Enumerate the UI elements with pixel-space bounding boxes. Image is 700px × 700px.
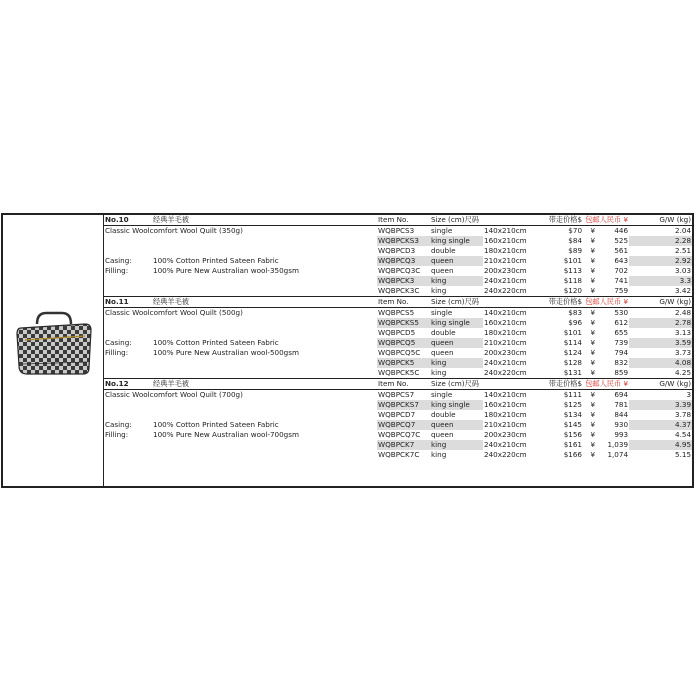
gw-cell: 3 (686, 390, 692, 399)
table-row (104, 430, 692, 440)
table-row (104, 318, 692, 328)
product-block-12 (104, 378, 692, 460)
gw-cell: 3.42 (675, 286, 692, 295)
blank-cell (104, 368, 152, 378)
filling-value: 100% Pure New Australian wool-350gsm (153, 266, 299, 275)
gw-cell: 2.48 (675, 308, 692, 317)
blank-cell (104, 450, 152, 460)
size-name-cell: double (431, 410, 456, 419)
price-rmb-cell: 794 (614, 348, 629, 357)
size-name-cell: double (431, 246, 456, 255)
blank-cell (104, 400, 152, 410)
price-usd-cell: $96 (568, 318, 583, 327)
blank-cell (152, 400, 377, 410)
dimension-cell: 240x220cm (484, 286, 527, 295)
header-price-usd: 带走价格$ (542, 215, 583, 226)
size-name-cell: single (431, 308, 453, 317)
gw-cell: 3.73 (675, 348, 692, 357)
price-rmb-cell: 530 (614, 308, 629, 317)
header-price-rmb: 包邮人民币 ¥ (583, 215, 629, 226)
dimension-cell: 200x230cm (484, 266, 527, 275)
price-sheet (1, 213, 694, 488)
gw-cell: 4.54 (675, 430, 692, 439)
header-item-no: Item No. (377, 215, 430, 226)
product-number: No.11 (104, 297, 152, 308)
blank-cell (152, 328, 377, 338)
size-name-cell: king (430, 440, 483, 450)
header-price-usd: 带走价格$ (542, 379, 583, 390)
price-rmb-cell: 993 (614, 430, 629, 439)
dimension-cell: 240x220cm (484, 450, 527, 459)
header-gw: G/W (kg) (629, 297, 692, 308)
price-rmb-cell: 561 (614, 246, 629, 255)
price-usd-cell: $125 (563, 400, 583, 409)
blank-cell (152, 410, 377, 420)
price-usd-cell: $131 (563, 368, 583, 377)
item-no-cell: WQBPCK3C (378, 286, 420, 295)
yen-symbol: ¥ (590, 328, 596, 337)
table-row (104, 450, 692, 460)
item-no-cell: WQBPCQ5C (378, 348, 421, 357)
yen-symbol: ¥ (590, 410, 596, 419)
dimension-cell: 140x210cm (484, 226, 527, 235)
item-no-cell: WQBPCQ7 (377, 420, 430, 430)
filling-value: 100% Pure New Australian wool-500gsm (153, 348, 299, 357)
yen-symbol: ¥ (590, 400, 596, 409)
price-rmb-cell: 643 (614, 256, 629, 265)
header-price-rmb: 包邮人民币 ¥ (583, 379, 629, 390)
price-rmb-cell: 859 (614, 368, 629, 377)
gw-cell: 2.92 (629, 256, 692, 266)
table-row (104, 256, 692, 266)
size-name-cell: king (431, 450, 447, 459)
gw-cell: 4.95 (629, 440, 692, 450)
header-size: Size (cm)尺码 (430, 379, 542, 390)
blank-cell (152, 318, 377, 328)
yen-symbol: ¥ (590, 246, 596, 255)
table-row (104, 246, 692, 256)
price-rmb-cell: 759 (614, 286, 629, 295)
blank-cell (104, 410, 152, 420)
yen-symbol: ¥ (590, 430, 596, 439)
size-name-cell: king (431, 286, 447, 295)
dimension-cell: 180x210cm (484, 328, 527, 337)
item-no-cell: WQBPCK7 (377, 440, 430, 450)
dimension-cell: 200x230cm (484, 430, 527, 439)
header-price-usd: 带走价格$ (542, 297, 583, 308)
item-no-cell: WQBPCKS3 (377, 236, 430, 246)
blank-cell (104, 246, 152, 256)
yen-symbol: ¥ (590, 286, 596, 295)
table-row (104, 276, 692, 286)
blank-cell (152, 440, 377, 450)
size-name-cell: king (430, 358, 483, 368)
table-row (104, 400, 692, 410)
item-no-cell: WQBPCD7 (378, 410, 416, 419)
product-number: No.10 (104, 215, 152, 226)
table-row (104, 286, 692, 296)
price-usd-cell: $113 (563, 266, 583, 275)
price-usd-cell: $128 (563, 358, 583, 367)
table-row (104, 420, 692, 430)
table-row (104, 308, 692, 319)
blank-cell (152, 368, 377, 378)
price-usd-cell: $89 (568, 246, 583, 255)
blank-cell (104, 328, 152, 338)
header-size: Size (cm)尺码 (430, 215, 542, 226)
table-row (104, 338, 692, 348)
yen-symbol: ¥ (590, 276, 596, 285)
dimension-cell: 140x210cm (484, 390, 527, 399)
gw-cell: 3.13 (675, 328, 692, 337)
price-usd-cell: $114 (563, 338, 583, 347)
dimension-cell: 160x210cm (484, 236, 527, 245)
price-rmb-cell: 694 (614, 390, 629, 399)
price-rmb-cell: 781 (614, 400, 629, 409)
dimension-cell: 210x210cm (484, 256, 527, 265)
size-name-cell: queen (431, 348, 454, 357)
header-gw: G/W (kg) (629, 215, 692, 226)
product-number: No.12 (104, 379, 152, 390)
price-rmb-cell: 612 (614, 318, 629, 327)
dimension-cell: 200x230cm (484, 348, 527, 357)
yen-symbol: ¥ (590, 256, 596, 265)
price-rmb-cell: 739 (614, 338, 629, 347)
price-rmb-cell: 655 (614, 328, 629, 337)
header-item-no: Item No. (377, 297, 430, 308)
product-cn-name: 经典羊毛被 (152, 297, 377, 308)
item-no-cell: WQBPCQ3C (378, 266, 421, 275)
item-no-cell: WQBPCQ5 (377, 338, 430, 348)
gw-cell: 3.39 (629, 400, 692, 410)
gw-cell: 3.59 (629, 338, 692, 348)
price-rmb-cell: 702 (614, 266, 629, 275)
casing-label: Casing: (105, 420, 132, 429)
item-no-cell: WQBPCS3 (378, 226, 415, 235)
yen-symbol: ¥ (590, 348, 596, 357)
yen-symbol: ¥ (590, 420, 596, 429)
gw-cell: 3.78 (675, 410, 692, 419)
size-name-cell: single (431, 390, 453, 399)
size-name-cell: king (431, 368, 447, 377)
dimension-cell: 140x210cm (484, 308, 527, 317)
table-row (104, 266, 692, 276)
price-usd-cell: $145 (563, 420, 583, 429)
product-blocks (104, 215, 692, 460)
header-size: Size (cm)尺码 (430, 297, 542, 308)
yen-symbol: ¥ (590, 450, 596, 459)
price-rmb-cell: 1,039 (607, 440, 629, 449)
price-rmb-cell: 930 (614, 420, 629, 429)
table-row (104, 368, 692, 378)
blank-cell (152, 236, 377, 246)
price-usd-cell: $134 (563, 410, 583, 419)
blank-cell (104, 440, 152, 450)
gw-cell: 3.03 (675, 266, 692, 275)
blank-cell (104, 276, 152, 286)
gw-cell: 2.28 (629, 236, 692, 246)
table-row (104, 390, 692, 401)
gw-cell: 4.08 (629, 358, 692, 368)
yen-symbol: ¥ (590, 440, 596, 449)
gw-cell: 2.78 (629, 318, 692, 328)
dimension-cell: 160x210cm (484, 400, 527, 409)
casing-value: 100% Cotton Printed Sateen Fabric (153, 256, 279, 265)
size-name-cell: double (431, 328, 456, 337)
size-name-cell: queen (430, 256, 483, 266)
yen-symbol: ¥ (590, 318, 596, 327)
dimension-cell: 180x210cm (484, 246, 527, 255)
price-usd-cell: $101 (563, 256, 583, 265)
item-no-cell: WQBPCD3 (378, 246, 416, 255)
blank-cell (152, 358, 377, 368)
dimension-cell: 210x210cm (484, 338, 527, 347)
dimension-cell: 160x210cm (484, 318, 527, 327)
table-row (104, 358, 692, 368)
product-cn-name: 经典羊毛被 (152, 215, 377, 226)
gw-cell: 2.51 (675, 246, 692, 255)
blank-cell (152, 246, 377, 256)
price-rmb-cell: 844 (614, 410, 629, 419)
price-usd-cell: $70 (568, 226, 583, 235)
casing-value: 100% Cotton Printed Sateen Fabric (153, 338, 279, 347)
product-header-row (104, 297, 692, 308)
product-en-name: Classic Woolcomfort Wool Quilt (500g) (105, 308, 243, 317)
gw-cell: 4.25 (675, 368, 692, 377)
size-name-cell: queen (430, 338, 483, 348)
price-usd-cell: $118 (563, 276, 583, 285)
price-rmb-cell: 525 (614, 236, 629, 245)
blank-cell (152, 450, 377, 460)
size-name-cell: king single (430, 236, 483, 246)
size-name-cell: king single (430, 318, 483, 328)
price-usd-cell: $111 (563, 390, 583, 399)
table-row (104, 328, 692, 338)
price-usd-cell: $120 (563, 286, 583, 295)
dimension-cell: 240x210cm (484, 358, 527, 367)
yen-symbol: ¥ (590, 226, 596, 235)
gw-cell: 2.04 (675, 226, 692, 235)
item-no-cell: WQBPCS5 (378, 308, 415, 317)
product-en-name: Classic Woolcomfort Wool Quilt (700g) (105, 390, 243, 399)
header-gw: G/W (kg) (629, 379, 692, 390)
yen-symbol: ¥ (590, 368, 596, 377)
header-price-rmb: 包邮人民币 ¥ (583, 297, 629, 308)
gw-cell: 3.3 (629, 276, 692, 286)
casing-value: 100% Cotton Printed Sateen Fabric (153, 420, 279, 429)
table-row (104, 440, 692, 450)
blank-cell (152, 286, 377, 296)
yen-symbol: ¥ (590, 236, 596, 245)
size-name-cell: queen (430, 420, 483, 430)
filling-value: 100% Pure New Australian wool-700gsm (153, 430, 299, 439)
price-usd-cell: $156 (563, 430, 583, 439)
price-usd-cell: $83 (568, 308, 583, 317)
table-row (104, 410, 692, 420)
item-no-cell: WQBPCS7 (378, 390, 415, 399)
price-rmb-cell: 741 (614, 276, 629, 285)
price-rmb-cell: 832 (614, 358, 629, 367)
product-en-name: Classic Woolcomfort Wool Quilt (350g) (105, 226, 243, 235)
header-item-no: Item No. (377, 379, 430, 390)
yen-symbol: ¥ (590, 308, 596, 317)
item-no-cell: WQBPCK5 (377, 358, 430, 368)
dimension-cell: 180x210cm (484, 410, 527, 419)
item-no-cell: WQBPCD5 (378, 328, 416, 337)
price-rmb-cell: 446 (614, 226, 629, 235)
blank-cell (104, 358, 152, 368)
size-name-cell: queen (431, 430, 454, 439)
blank-cell (104, 236, 152, 246)
product-photo-cell (3, 215, 104, 486)
blank-cell (104, 318, 152, 328)
item-no-cell: WQBPCKS7 (377, 400, 430, 410)
price-rmb-cell: 1,074 (607, 450, 629, 459)
table-row (104, 226, 692, 237)
item-no-cell: WQBPCK5C (378, 368, 420, 377)
product-header-row (104, 215, 692, 226)
casing-label: Casing: (105, 338, 132, 347)
yen-symbol: ¥ (590, 358, 596, 367)
product-header-row (104, 379, 692, 390)
table-row (104, 236, 692, 246)
yen-symbol: ¥ (590, 338, 596, 347)
yen-symbol: ¥ (590, 266, 596, 275)
gw-cell: 4.37 (629, 420, 692, 430)
blank-cell (104, 286, 152, 296)
casing-label: Casing: (105, 256, 132, 265)
item-no-cell: WQBPCK7C (378, 450, 420, 459)
product-block-10 (104, 215, 692, 296)
size-name-cell: queen (431, 266, 454, 275)
item-no-cell: WQBPCK3 (377, 276, 430, 286)
price-usd-cell: $166 (563, 450, 583, 459)
filling-label: Filling: (105, 266, 129, 275)
size-name-cell: king (430, 276, 483, 286)
item-no-cell: WQBPCQ7C (378, 430, 421, 439)
price-usd-cell: $124 (563, 348, 583, 357)
table-row (104, 348, 692, 358)
price-usd-cell: $101 (563, 328, 583, 337)
checkered-quilt-bag-icon (15, 310, 93, 376)
blank-cell (152, 276, 377, 286)
dimension-cell: 240x220cm (484, 368, 527, 377)
dimension-cell: 240x210cm (484, 440, 527, 449)
size-name-cell: single (431, 226, 453, 235)
price-usd-cell: $161 (563, 440, 583, 449)
size-name-cell: king single (430, 400, 483, 410)
item-no-cell: WQBPCKS5 (377, 318, 430, 328)
product-block-11 (104, 296, 692, 378)
filling-label: Filling: (105, 430, 129, 439)
dimension-cell: 210x210cm (484, 420, 527, 429)
product-cn-name: 经典羊毛被 (152, 379, 377, 390)
filling-label: Filling: (105, 348, 129, 357)
dimension-cell: 240x210cm (484, 276, 527, 285)
gw-cell: 5.15 (675, 450, 692, 459)
price-usd-cell: $84 (568, 236, 583, 245)
item-no-cell: WQBPCQ3 (377, 256, 430, 266)
yen-symbol: ¥ (590, 390, 596, 399)
